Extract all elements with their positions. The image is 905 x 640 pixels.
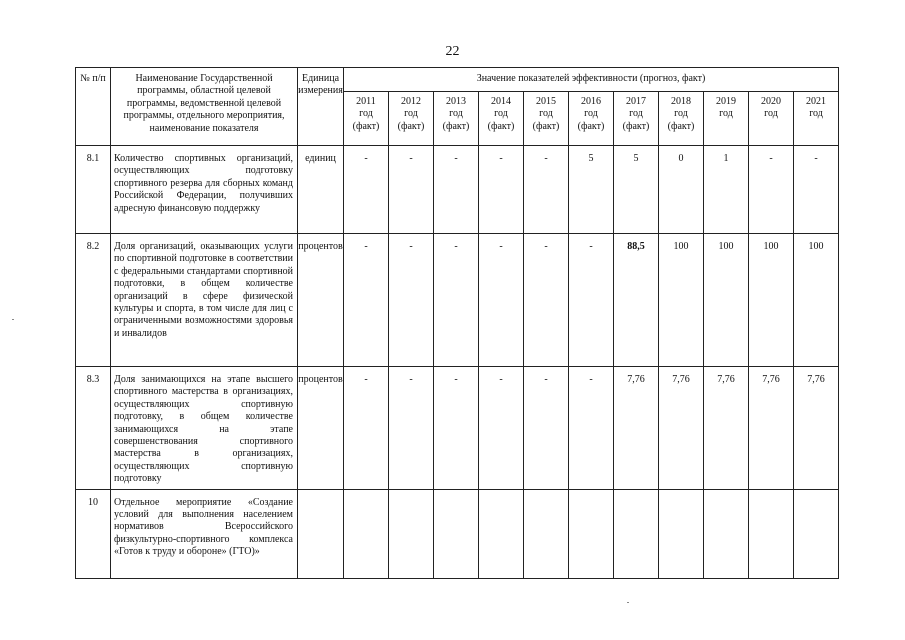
header-year-fact: (факт) xyxy=(532,120,560,132)
value-2015: - xyxy=(524,367,569,490)
value-2020: 100 xyxy=(749,234,794,367)
table-row xyxy=(76,146,839,234)
value-2019 xyxy=(704,489,749,578)
header-year-year: 2021 xyxy=(806,96,827,107)
table-row xyxy=(76,234,839,367)
value-2019: 100 xyxy=(704,234,749,367)
header-year-fact: (факт) xyxy=(622,120,650,132)
table-row xyxy=(76,489,839,578)
header-year-fact: (факт) xyxy=(397,120,425,132)
value-2018 xyxy=(659,489,704,578)
header-year-unit: год xyxy=(719,108,733,120)
header-year-2017 xyxy=(614,92,659,146)
value-2013: - xyxy=(434,146,479,234)
header-year-unit: год xyxy=(584,108,598,120)
value-2012 xyxy=(389,489,434,578)
header-year-2016 xyxy=(569,92,614,146)
value-2014 xyxy=(479,489,524,578)
value-2021: - xyxy=(794,146,839,234)
header-year-2012 xyxy=(389,92,434,146)
header-year-unit: год xyxy=(629,108,643,120)
header-year-unit: год xyxy=(764,108,778,120)
scan-speck xyxy=(627,602,629,603)
page-number: 22 xyxy=(445,44,460,59)
header-year-2020 xyxy=(749,92,794,146)
header-year-year: 2015 xyxy=(536,96,556,107)
value-2017: 5 xyxy=(614,146,659,234)
header-year-year: 2020 xyxy=(761,96,781,107)
value-2017: 7,76 xyxy=(614,367,659,490)
indicator-name: Доля занимающихся на этапе высшего спортивного мастерства в организациях, осуществляющих спортивную подготовку, в общем количестве занимающихся на этапе совершенствования спортивного мастерства в организациях, осуществляющих спортивную подготовку xyxy=(111,367,298,490)
row-number: 8.3 xyxy=(76,367,111,490)
header-indicator-group: Значение показателей эффективности (прогноз, факт) xyxy=(344,68,839,92)
header-year-unit: год xyxy=(809,108,823,120)
value-2015: - xyxy=(524,234,569,367)
value-2016 xyxy=(569,489,614,578)
value-2012: - xyxy=(389,367,434,490)
value-2011: - xyxy=(344,234,389,367)
value-2013: - xyxy=(434,234,479,367)
header-year-unit: год xyxy=(404,108,418,120)
header-year-year: 2011 xyxy=(356,96,376,107)
value-2021: 7,76 xyxy=(794,367,839,490)
unit-of-measure: единиц xyxy=(298,146,344,234)
value-2014: - xyxy=(479,146,524,234)
value-2014: - xyxy=(479,367,524,490)
value-2016: 5 xyxy=(569,146,614,234)
header-year-year: 2019 xyxy=(716,96,736,107)
row-number: 8.1 xyxy=(76,146,111,234)
row-number: 10 xyxy=(76,489,111,578)
value-2013: - xyxy=(434,367,479,490)
header-year-year: 2013 xyxy=(446,96,466,107)
header-year-2021 xyxy=(794,92,839,146)
value-2014: - xyxy=(479,234,524,367)
value-2018: 100 xyxy=(659,234,704,367)
header-year-fact: (факт) xyxy=(667,120,695,132)
value-2021 xyxy=(794,489,839,578)
value-2019: 1 xyxy=(704,146,749,234)
row-number: 8.2 xyxy=(76,234,111,367)
header-year-fact: (факт) xyxy=(442,120,470,132)
header-year-year: 2012 xyxy=(401,96,421,107)
header-unit: Единица измерения xyxy=(298,68,344,146)
value-2019: 7,76 xyxy=(704,367,749,490)
header-year-unit: год xyxy=(494,108,508,120)
header-year-fact: (факт) xyxy=(352,120,380,132)
header-year-year: 2018 xyxy=(671,96,691,107)
indicator-name: Отдельное мероприятие «Создание условий для выполнения населением нормативов Всероссийского физкультурно-спортивного комплекса «Готов к труду и обороне» (ГТО)» xyxy=(111,489,298,578)
header-year-2013 xyxy=(434,92,479,146)
header-year-unit: год xyxy=(539,108,553,120)
header-year-year: 2014 xyxy=(491,96,511,107)
value-2016: - xyxy=(569,234,614,367)
header-year-2019 xyxy=(704,92,749,146)
indicator-name: Доля организаций, оказывающих услуги по спортивной подготовке в соответствии с федеральными стандартами спортивной подготовки, в общем количестве организаций в сфере физической культуры и спорта, в том числе для лиц с ограниченными возможностями здоровья и инвалидов xyxy=(111,234,298,367)
header-name: Наименование Государственной программы, областной целевой программы, ведомственной целевой программы, отдельного мероприятия, наименование показателя xyxy=(111,68,298,146)
value-2011: - xyxy=(344,367,389,490)
header-year-unit: год xyxy=(359,108,373,120)
header-year-year: 2017 xyxy=(626,96,646,107)
value-2020: - xyxy=(749,146,794,234)
value-2017 xyxy=(614,489,659,578)
header-num: № п/п xyxy=(76,68,111,146)
unit-of-measure xyxy=(298,489,344,578)
value-2015 xyxy=(524,489,569,578)
scan-speck xyxy=(12,319,14,320)
value-2021: 100 xyxy=(794,234,839,367)
value-2011 xyxy=(344,489,389,578)
value-2011: - xyxy=(344,146,389,234)
header-year-year: 2016 xyxy=(581,96,601,107)
performance-indicators-table xyxy=(75,67,839,579)
unit-of-measure: процентов xyxy=(298,234,344,367)
value-2018: 0 xyxy=(659,146,704,234)
value-2018: 7,76 xyxy=(659,367,704,490)
header-year-2011 xyxy=(344,92,389,146)
header-year-2018 xyxy=(659,92,704,146)
value-2020 xyxy=(749,489,794,578)
indicator-name: Количество спортивных организаций, осуществляющих подготовку спортивного резерва для сборных команд Российской Федерации, получивших адресную финансовую поддержку xyxy=(111,146,298,234)
value-2016: - xyxy=(569,367,614,490)
value-2015: - xyxy=(524,146,569,234)
table-row xyxy=(76,367,839,490)
unit-of-measure: процентов xyxy=(298,367,344,490)
header-row-group xyxy=(76,68,839,92)
header-year-2014 xyxy=(479,92,524,146)
value-2017: 88,5 xyxy=(614,234,659,367)
value-2013 xyxy=(434,489,479,578)
value-2012: - xyxy=(389,146,434,234)
value-2012: - xyxy=(389,234,434,367)
header-year-fact: (факт) xyxy=(577,120,605,132)
value-2020: 7,76 xyxy=(749,367,794,490)
header-year-unit: год xyxy=(449,108,463,120)
header-year-unit: год xyxy=(674,108,688,120)
header-year-2015 xyxy=(524,92,569,146)
header-year-fact: (факт) xyxy=(487,120,515,132)
